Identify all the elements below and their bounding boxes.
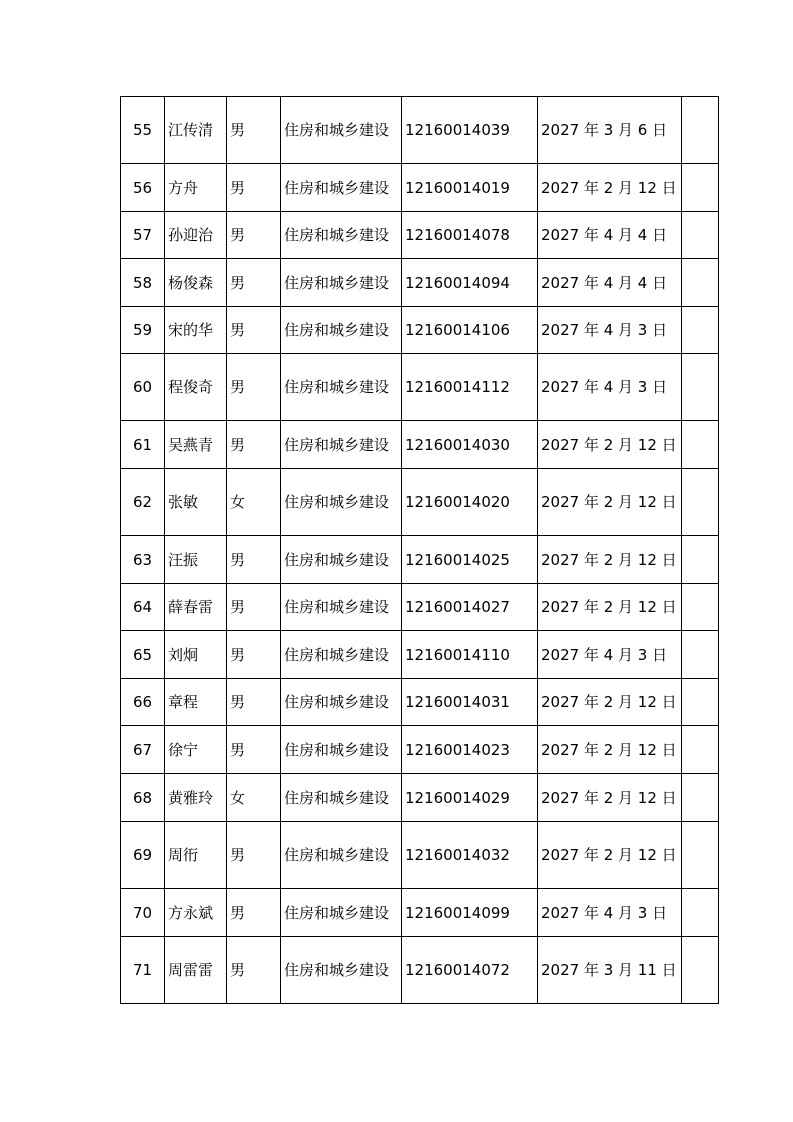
- cell-name: 孙迎治: [165, 212, 227, 259]
- cell-expiry-date: 2027 年 2 月 12 日: [538, 164, 682, 212]
- cell-certificate-number: 12160014029: [402, 774, 538, 822]
- cell-gender: 男: [227, 212, 281, 259]
- cell-department: 住房和城乡建设: [281, 631, 402, 679]
- table-row: [121, 726, 719, 774]
- cell-department: 住房和城乡建设: [281, 536, 402, 584]
- table-row: [121, 212, 719, 259]
- cell-name: 宋的华: [165, 307, 227, 354]
- table-row: [121, 421, 719, 469]
- cell-gender: 男: [227, 631, 281, 679]
- cell-gender: 男: [227, 536, 281, 584]
- cell-certificate-number: 12160014078: [402, 212, 538, 259]
- cell-remarks: [682, 97, 719, 164]
- cell-expiry-date: 2027 年 2 月 12 日: [538, 421, 682, 469]
- cell-department: 住房和城乡建设: [281, 822, 402, 889]
- cell-certificate-number: 12160014025: [402, 536, 538, 584]
- cell-certificate-number: 12160014094: [402, 259, 538, 307]
- cell-department: 住房和城乡建设: [281, 726, 402, 774]
- cell-remarks: [682, 726, 719, 774]
- table-row: [121, 469, 719, 536]
- cell-remarks: [682, 679, 719, 726]
- cell-certificate-number: 12160014072: [402, 937, 538, 1004]
- cell-remarks: [682, 631, 719, 679]
- cell-gender: 男: [227, 421, 281, 469]
- cell-certificate-number: 12160014032: [402, 822, 538, 889]
- cell-gender: 男: [227, 354, 281, 421]
- cell-seq-number: 61: [121, 421, 165, 469]
- cell-gender: 男: [227, 307, 281, 354]
- cell-gender: 男: [227, 822, 281, 889]
- cell-gender: 男: [227, 679, 281, 726]
- table-row: [121, 679, 719, 726]
- cell-department: 住房和城乡建设: [281, 584, 402, 631]
- cell-certificate-number: 12160014019: [402, 164, 538, 212]
- cell-name: 薛春雷: [165, 584, 227, 631]
- cell-certificate-number: 12160014023: [402, 726, 538, 774]
- cell-department: 住房和城乡建设: [281, 164, 402, 212]
- cell-name: 张敏: [165, 469, 227, 536]
- cell-seq-number: 67: [121, 726, 165, 774]
- cell-seq-number: 58: [121, 259, 165, 307]
- cell-certificate-number: 12160014099: [402, 889, 538, 937]
- cell-department: 住房和城乡建设: [281, 421, 402, 469]
- cell-department: 住房和城乡建设: [281, 774, 402, 822]
- cell-seq-number: 66: [121, 679, 165, 726]
- cell-remarks: [682, 822, 719, 889]
- cell-seq-number: 63: [121, 536, 165, 584]
- cell-name: 吴燕青: [165, 421, 227, 469]
- table-row: [121, 164, 719, 212]
- cell-seq-number: 62: [121, 469, 165, 536]
- cell-seq-number: 69: [121, 822, 165, 889]
- cell-remarks: [682, 259, 719, 307]
- cell-department: 住房和城乡建设: [281, 259, 402, 307]
- cell-expiry-date: 2027 年 4 月 3 日: [538, 631, 682, 679]
- cell-remarks: [682, 164, 719, 212]
- cell-gender: 男: [227, 937, 281, 1004]
- table-row: [121, 822, 719, 889]
- cell-seq-number: 60: [121, 354, 165, 421]
- cell-seq-number: 68: [121, 774, 165, 822]
- cell-name: 周衎: [165, 822, 227, 889]
- table-row: [121, 536, 719, 584]
- cell-expiry-date: 2027 年 4 月 3 日: [538, 889, 682, 937]
- cell-certificate-number: 12160014020: [402, 469, 538, 536]
- cell-remarks: [682, 937, 719, 1004]
- table-row: [121, 259, 719, 307]
- cell-seq-number: 70: [121, 889, 165, 937]
- cell-certificate-number: 12160014112: [402, 354, 538, 421]
- cell-certificate-number: 12160014106: [402, 307, 538, 354]
- cell-seq-number: 56: [121, 164, 165, 212]
- cell-name: 徐宁: [165, 726, 227, 774]
- cell-certificate-number: 12160014030: [402, 421, 538, 469]
- table-row: [121, 774, 719, 822]
- cell-remarks: [682, 469, 719, 536]
- table-row: [121, 631, 719, 679]
- cell-expiry-date: 2027 年 4 月 3 日: [538, 354, 682, 421]
- cell-expiry-date: 2027 年 3 月 11 日: [538, 937, 682, 1004]
- cell-department: 住房和城乡建设: [281, 97, 402, 164]
- cell-gender: 男: [227, 584, 281, 631]
- cell-seq-number: 57: [121, 212, 165, 259]
- cell-certificate-number: 12160014027: [402, 584, 538, 631]
- cell-gender: 男: [227, 889, 281, 937]
- cell-department: 住房和城乡建设: [281, 889, 402, 937]
- cell-certificate-number: 12160014039: [402, 97, 538, 164]
- cell-expiry-date: 2027 年 2 月 12 日: [538, 584, 682, 631]
- cell-gender: 男: [227, 97, 281, 164]
- cell-seq-number: 59: [121, 307, 165, 354]
- table-row: [121, 584, 719, 631]
- cell-remarks: [682, 307, 719, 354]
- cell-department: 住房和城乡建设: [281, 469, 402, 536]
- cell-remarks: [682, 212, 719, 259]
- cell-remarks: [682, 584, 719, 631]
- cell-expiry-date: 2027 年 2 月 12 日: [538, 822, 682, 889]
- table-row: [121, 97, 719, 164]
- cell-expiry-date: 2027 年 3 月 6 日: [538, 97, 682, 164]
- cell-certificate-number: 12160014110: [402, 631, 538, 679]
- cell-name: 周雷雷: [165, 937, 227, 1004]
- cell-name: 黄雅玲: [165, 774, 227, 822]
- cell-name: 杨俊森: [165, 259, 227, 307]
- cell-seq-number: 55: [121, 97, 165, 164]
- cell-seq-number: 65: [121, 631, 165, 679]
- roster-table: [120, 96, 719, 1004]
- cell-name: 章程: [165, 679, 227, 726]
- cell-certificate-number: 12160014031: [402, 679, 538, 726]
- cell-department: 住房和城乡建设: [281, 937, 402, 1004]
- table-row: [121, 354, 719, 421]
- cell-name: 方舟: [165, 164, 227, 212]
- cell-expiry-date: 2027 年 4 月 4 日: [538, 212, 682, 259]
- table-row: [121, 937, 719, 1004]
- cell-expiry-date: 2027 年 2 月 12 日: [538, 774, 682, 822]
- table-row: [121, 307, 719, 354]
- cell-expiry-date: 2027 年 2 月 12 日: [538, 726, 682, 774]
- roster-table-body: [121, 97, 719, 1004]
- cell-seq-number: 64: [121, 584, 165, 631]
- cell-name: 程俊奇: [165, 354, 227, 421]
- cell-expiry-date: 2027 年 4 月 3 日: [538, 307, 682, 354]
- cell-name: 刘炯: [165, 631, 227, 679]
- cell-gender: 女: [227, 469, 281, 536]
- cell-name: 江传清: [165, 97, 227, 164]
- table-row: [121, 889, 719, 937]
- cell-gender: 男: [227, 164, 281, 212]
- cell-expiry-date: 2027 年 2 月 12 日: [538, 469, 682, 536]
- cell-department: 住房和城乡建设: [281, 679, 402, 726]
- cell-remarks: [682, 889, 719, 937]
- cell-remarks: [682, 774, 719, 822]
- cell-gender: 男: [227, 726, 281, 774]
- cell-remarks: [682, 421, 719, 469]
- cell-gender: 女: [227, 774, 281, 822]
- cell-department: 住房和城乡建设: [281, 212, 402, 259]
- cell-remarks: [682, 536, 719, 584]
- cell-seq-number: 71: [121, 937, 165, 1004]
- cell-department: 住房和城乡建设: [281, 307, 402, 354]
- cell-gender: 男: [227, 259, 281, 307]
- cell-expiry-date: 2027 年 2 月 12 日: [538, 536, 682, 584]
- cell-expiry-date: 2027 年 4 月 4 日: [538, 259, 682, 307]
- cell-department: 住房和城乡建设: [281, 354, 402, 421]
- cell-remarks: [682, 354, 719, 421]
- cell-expiry-date: 2027 年 2 月 12 日: [538, 679, 682, 726]
- cell-name: 方永斌: [165, 889, 227, 937]
- cell-name: 汪振: [165, 536, 227, 584]
